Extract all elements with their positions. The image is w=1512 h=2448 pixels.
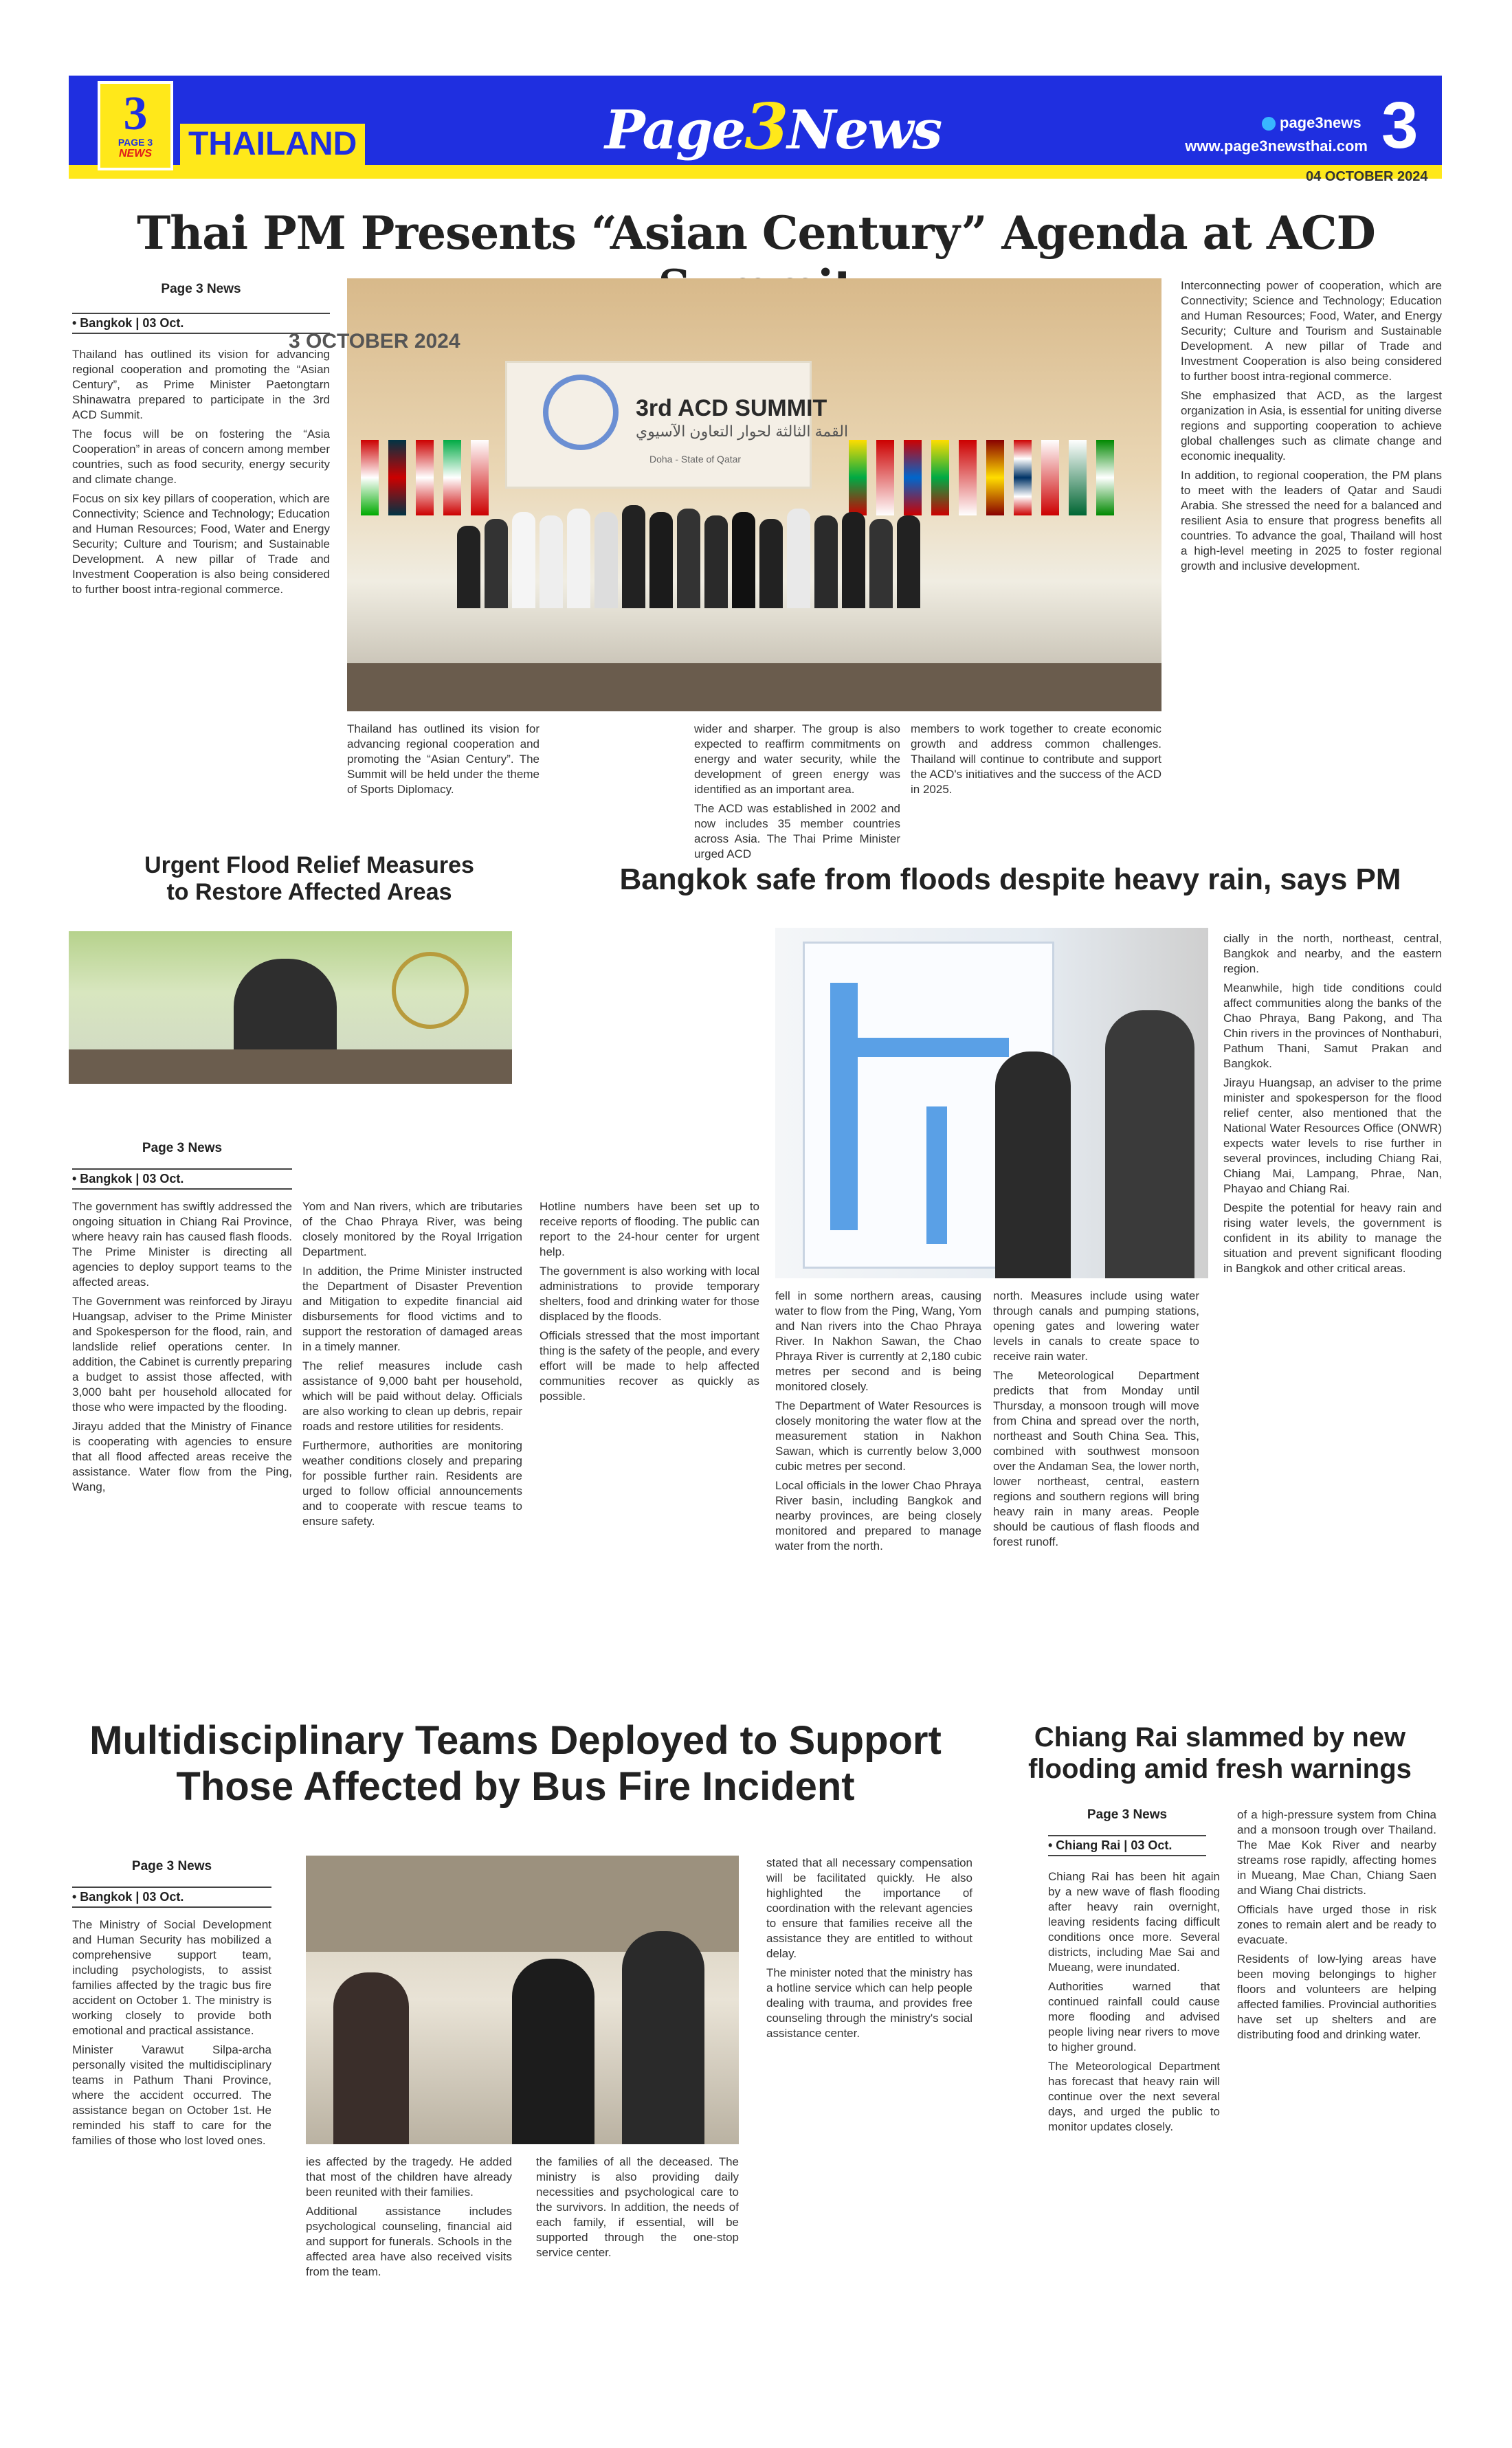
overlay-date: 3 OCTOBER 2024	[289, 330, 460, 353]
paragraph: The government has swiftly addressed the ongoing situation in Chiang Rai Province, where heavy rain has caused flash floods. The Prime Minister is directing all agencies to deploy support teams to the affected areas.	[72, 1200, 292, 1289]
paragraph: Hotline numbers have been set up to receive reports of flooding. The public can report to the 24-hour center for urgent help.	[540, 1200, 759, 1258]
paragraph: Chiang Rai has been hit again by a new wave of flash flooding after heavy rain overnight, leaving residents facing difficult conditions once more. Several districts, including Mae Sai and Mueang, were inundated.	[1048, 1870, 1220, 1974]
social-text: page3news	[1280, 114, 1361, 131]
brand-three: 3	[744, 89, 788, 164]
banner-title: 3rd ACD SUMMIT	[636, 395, 827, 421]
brand-title	[605, 89, 942, 164]
acd-byline: Page 3 News	[161, 282, 241, 296]
flag-icon	[959, 440, 977, 515]
flag-icon	[416, 440, 434, 515]
paragraph: north. Measures include using water through canals and pumping stations, opening gates and lowering water levels in canals to create space to receive rain water.	[993, 1289, 1199, 1363]
paragraph: The Department of Water Resources is closely monitoring the water flow at the measurement station in Nakhon Sawan, which is currently below 3,000 cubic metres per second.	[775, 1399, 981, 1473]
paragraph: the families of all the deceased. The ministry is also providing daily necessities and psychological care to the survivors. In addition, the needs of each family, if essential, will be supported through the one-stop service center.	[536, 2155, 739, 2259]
flag-icon	[1069, 440, 1087, 515]
acd-dateline: • Bangkok | 03 Oct.	[72, 313, 330, 334]
acd-under-col3	[347, 722, 540, 821]
flag-icon	[361, 440, 379, 515]
river-line	[926, 1106, 947, 1244]
bus-col2	[306, 2155, 512, 2429]
headline-line: Those Affected by Bus Fire Incident	[176, 1763, 855, 1809]
headline-line: flooding amid fresh warnings	[1028, 1754, 1412, 1784]
headline-line: Urgent Flood Relief Measures	[144, 852, 474, 878]
paragraph: She emphasized that ACD, as the largest organization in Asia, is essential for uniting diverse regions and supporting cooperation to achieve global challenges such as climate change and economic inequality.	[1181, 389, 1442, 463]
podium-desk	[69, 1049, 512, 1084]
flag-icon	[986, 440, 1004, 515]
bus-byline: Page 3 News	[131, 1859, 212, 1873]
logo-news-text: NEWS	[119, 148, 152, 159]
flood-map-photo	[775, 928, 1208, 1278]
paragraph: fell in some northern areas, causing water to flow from the Ping, Wang, Yom and Nan rivers into the Chao Phraya River. In Nakhon Sawan, the Chao Phraya River is currently at 2,180 cubic metres per second and is being monitored closely.	[775, 1289, 981, 1393]
person-figure	[333, 1972, 409, 2144]
paragraph: Officials stressed that the most important thing is the safety of the people, and every effort will be made to help affected communities recover as quickly as possible.	[540, 1329, 759, 1403]
bangkok-col2	[993, 1289, 1199, 1701]
paragraph: Officials have urged those in risk zones to remain alert and be ready to evacuate.	[1237, 1903, 1436, 1946]
stage-floor	[347, 663, 1161, 711]
bus-col3	[536, 2155, 739, 2429]
banner-arabic: القمة الثالثة لحوار التعاون الآسيوي	[636, 423, 849, 440]
river-line	[858, 1038, 1009, 1057]
chiang-rai-col2	[1237, 1807, 1436, 2429]
paragraph: Meanwhile, high tide conditions could affect communities along the banks of the Chao Phraya, Bang Pakong, and Tha Chin rivers in the provinces of Nonthaburi, Pathum Thani, Samut Prakan and Bangkok.	[1223, 981, 1442, 1070]
brand-right: News	[787, 99, 942, 162]
bus-fire-support-photo	[306, 1856, 739, 2144]
summit-leaders-group	[450, 498, 931, 608]
flag-icon	[388, 440, 406, 515]
river-line	[830, 983, 858, 1230]
acd-col1	[72, 347, 330, 596]
paragraph: members to work together to create economic growth and address common challenges. Thailand will continue to contribute and support the ACD's initiatives and the success of the ACD in 2025.	[911, 722, 1161, 796]
chiang-rai-byline: Page 3 News	[1087, 1807, 1168, 1822]
website-link[interactable]: www.page3newsthai.com	[1185, 137, 1368, 155]
paragraph: wider and sharper. The group is also expected to reaffirm commitments on energy and water security, while the development of green energy was identified as an important area.	[694, 722, 900, 796]
paragraph: Jirayu Huangsap, an adviser to the prime minister and spokesperson for the flood relief center, also mentioned that the National Water Resources Office (ONWR) expects water levels to rise further in several provinces, including Chiang Rai, Chiang Mai, Lampang, Phrae, Nan, Phayao and Chiang Rai.	[1223, 1076, 1442, 1195]
paragraph: The focus will be on fostering the “Asia Cooperation” in areas of concern among member countries, such as food security, energy security and climate change.	[72, 427, 330, 486]
paragraph: Minister Varawut Silpa-archa personally visited the multidisciplinary teams in Pathum Thani Province, where the accident occurred. The assistance began on October 1st. He reminded his staff to care for the families of those who lost loved ones.	[72, 2043, 271, 2147]
official-figure	[622, 1931, 704, 2144]
flood-col1	[72, 1199, 292, 1680]
flood-dateline: • Bangkok | 03 Oct.	[72, 1168, 292, 1190]
acd-right-col	[1181, 278, 1442, 828]
press-conference-photo	[69, 931, 512, 1084]
woman-figure	[995, 1051, 1071, 1278]
paragraph: of a high-pressure system from China and a monsoon trough over Thailand. The Mae Kok River and nearby streams rose rapidly, affecting homes in Mueang, Mae Chan, Chiang Saen and Wiang Chai districts.	[1237, 1808, 1436, 1897]
paragraph: Jirayu added that the Ministry of Finance is cooperating with agencies to ensure that all flood affected areas receive the assistance. Water flow from the Ping, Wang,	[72, 1420, 292, 1493]
bangkok-col3	[1223, 931, 1442, 1694]
page3-logo	[98, 81, 173, 170]
logo-number: 3	[123, 87, 148, 140]
bus-col1	[72, 1917, 271, 2433]
page-number: 3	[1381, 89, 1419, 162]
bangkok-headline: Bangkok safe from floods despite heavy rain, says PM	[619, 863, 1401, 896]
paragraph: Thailand has outlined its vision for advancing regional cooperation and promoting the “Asian Century”, as Prime Minister Paetongtarn Shinawatra prepared to participate in the 3rd ACD Summit.	[72, 348, 330, 421]
paragraph: Local officials in the lower Chao Phraya River basin, including Bangkok and nearby provinces, are being closely monitored and prepared to manage water from the north.	[775, 1479, 981, 1553]
bus-fire-headline	[69, 1718, 962, 1810]
acd-logo-icon	[543, 375, 619, 450]
headline-line: to Restore Affected Areas	[166, 879, 452, 906]
acd-under-col4	[694, 722, 900, 860]
paragraph: The government is also working with local administrations to provide temporary shelters, food and drinking water for those displaced by the floods.	[540, 1265, 759, 1323]
social-icon	[1262, 117, 1276, 131]
flood-col2	[302, 1199, 522, 1680]
bangkok-col1	[775, 1289, 981, 1701]
headline-line: Multidisciplinary Teams Deployed to Support	[89, 1718, 942, 1763]
paragraph: Yom and Nan rivers, which are tributaries of the Chao Phraya River, was being closely monitored by the Royal Irrigation Department.	[302, 1200, 522, 1258]
paragraph: The relief measures include cash assistance of 9,000 baht per household, which will be paid without delay. Officials are also working to clean up debris, repair roads and restore utilities for residents.	[302, 1359, 522, 1433]
acd-headline: Thai PM Presents “Asian Century” Agenda at ACD	[137, 206, 1375, 260]
chiang-rai-col1	[1048, 1869, 1220, 2429]
paragraph: The ACD was established in 2002 and now includes 35 member countries across Asia. The Thai Prime Minister urged ACD	[694, 802, 900, 860]
banner-location: Doha - State of Qatar	[649, 454, 742, 465]
paragraph: Additional assistance includes psychological counseling, financial aid and support for funerals. Schools in the affected area have also received visits from the team.	[306, 2205, 512, 2278]
emblem-icon	[392, 952, 469, 1029]
paragraph: Despite the potential for heavy rain and rising water levels, the government is confident in its ability to manage the situation and prevent significant flooding in Bangkok and other critical areas.	[1223, 1201, 1442, 1275]
paragraph: stated that all necessary compensation will be facilitated quickly. He also highlighted the importance of coordination with the relevant agencies to ensure that families receive all the assistance they are entitled to without delay.	[766, 1856, 972, 1960]
paragraph: ies affected by the tragedy. He added that most of the children have already been reunited with their families.	[306, 2155, 512, 2199]
paragraph: Authorities warned that continued rainfall could cause more flooding and advised people living near rivers to move to higher ground.	[1048, 1980, 1220, 2054]
paragraph: The minister noted that the ministry has a hotline service which can help people dealing with trauma, and provides free counseling through the ministry's social assistance center.	[766, 1966, 972, 2040]
paragraph: Thailand has outlined its vision for advancing regional cooperation and promoting the “Asian Century”. The Summit will be held under the theme of Sports Diplomacy.	[347, 722, 540, 796]
brand-left: Page	[605, 99, 745, 162]
flag-icon	[1096, 440, 1114, 515]
flood-byline: Page 3 News	[142, 1141, 223, 1155]
flood-col3	[540, 1199, 759, 1680]
paragraph: cially in the north, northeast, central, Bangkok and nearby, and the eastern region.	[1223, 932, 1442, 975]
bus-col4	[766, 1856, 972, 2433]
logo-small-text: PAGE 3	[118, 137, 153, 148]
paragraph: In addition, to regional cooperation, the PM plans to meet with the leaders of Qatar and Saudi Arabia. She stressed the need for a balanced and resilient Asia to ensure that progress benefits all countries. To advance the goal, Thailand will host a high-level meeting in 2025 to foster regional growth and inclusive development.	[1181, 469, 1442, 572]
paragraph: The Government was reinforced by Jirayu Huangsap, adviser to the Prime Minister and Spokesperson for the flood, rain, and landslide relief operations center. In addition, the Cabinet is currently preparing a budget to assist those affected, with 3,000 baht per household allocated for those who were impacted by the flooding.	[72, 1295, 292, 1414]
paragraph: Focus on six key pillars of cooperation, which are Connectivity; Science and Technology; Education and Human Resources; Food, Water and Energy Security; Culture and Tourism; and Sustainable Development. A new pillar of Trade and Investment Cooperation is also being considered to further boost intra-regional commerce.	[72, 492, 330, 596]
paragraph: Furthermore, authorities are monitoring weather conditions closely and preparing for possible further rain. Residents are urged to follow official announcements and to cooperate with rescue teams to ensure safety.	[302, 1439, 522, 1528]
paragraph: The Ministry of Social Development and Human Security has mobilized a comprehensive support team, including psychologists, to assist families affected by the tragic bus fire accident on October 1. The ministry is working closely to provide both emotional and practical assistance.	[72, 1918, 271, 2037]
masthead-stripe	[69, 165, 1442, 179]
headline-line: Chiang Rai slammed by new	[1034, 1722, 1406, 1752]
bus-dateline: • Bangkok | 03 Oct.	[72, 1887, 271, 1908]
person-figure	[512, 1959, 594, 2144]
section-label: THAILAND	[180, 124, 365, 165]
paragraph: Interconnecting power of cooperation, which are Connectivity; Science and Technology; Education and Human Resources; Food, Water, and Energy Security; Culture and Tourism and Sustainable Development. A new pillar of Trade and Investment Cooperation is also being considered to further boost intra-regional commerce.	[1181, 279, 1442, 383]
man-figure	[1105, 1010, 1194, 1278]
flag-icon	[1014, 440, 1032, 515]
flag-icon	[1041, 440, 1059, 515]
paragraph: The Meteorological Department predicts that from Monday until Thursday, a monsoon trough will move from China and spread over the north, northeast and South China Sea. This, combined with southwest monsoon over the Andaman Sea, the lower north, lower northeast, central, eastern regions and southern regions will bring heavy rain in many areas. People should be cautious of flash floods and forest runoff.	[993, 1369, 1199, 1548]
chiang-rai-dateline: • Chiang Rai | 03 Oct.	[1048, 1835, 1206, 1856]
paragraph: In addition, the Prime Minister instructed the Department of Disaster Prevention and Mitigation to expedite financial aid disbursements for flood victims and to support the restoration of damaged areas in a timely manner.	[302, 1265, 522, 1353]
social-handle[interactable]	[1262, 114, 1361, 132]
acd-under-col5	[911, 722, 1161, 825]
flood-relief-headline	[69, 852, 550, 906]
issue-date: 04 OCTOBER 2024	[1306, 169, 1428, 184]
acd-summit-photo	[347, 278, 1161, 711]
paragraph: Residents of low-lying areas have been moving belongings to higher floors and volunteers are helping affected families. Provincial authorities have set up shelters and are distributing food and drinking water.	[1237, 1952, 1436, 2041]
flag-icon	[931, 440, 949, 515]
chiang-rai-headline	[1007, 1722, 1433, 1785]
paragraph: The Meteorological Department has forecast that heavy rain will continue over the next several days, and urged the public to monitor updates closely.	[1048, 2060, 1220, 2133]
